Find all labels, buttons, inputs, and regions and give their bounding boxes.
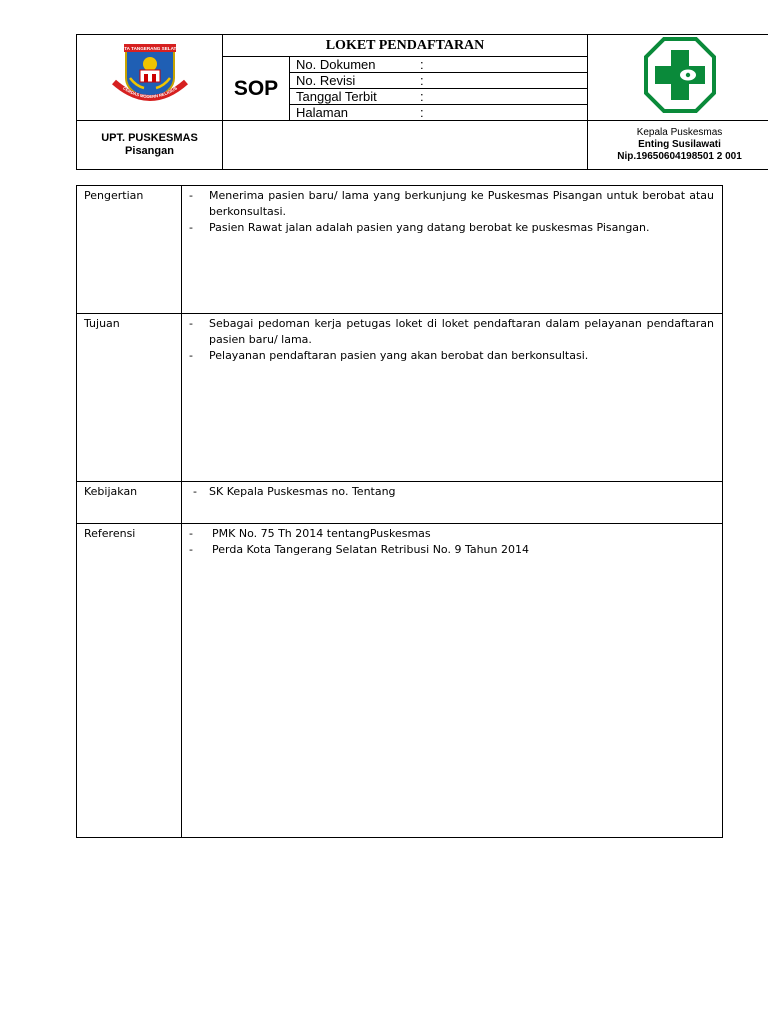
section-content [182,186,723,314]
bullet-dash: - [189,189,193,202]
section-content [182,482,723,524]
bullet-dash: - [193,485,197,498]
doc-meta-sep: : [420,105,424,120]
doc-meta-row [290,73,588,89]
head-name: Enting Susilawati [638,139,721,150]
section-row [77,186,723,314]
list-item [189,542,714,558]
doc-meta-row [290,105,588,121]
section-content [182,314,723,482]
header-blank-cell [223,121,588,170]
bullet-dash: - [189,527,193,540]
doc-meta-sep: : [420,89,424,104]
list-item-text: Pasien Rawat jalan adalah pasien yang datang berobat ke puskesmas Pisangan. [209,221,650,234]
list-item-text: PMK No. 75 Th 2014 tentangPuskesmas [212,527,431,540]
unit-name-cell [77,121,223,170]
doc-meta-label: No. Dokumen [296,57,376,72]
section-row [77,482,723,524]
document-title: LOKET PENDAFTARAN [223,35,588,57]
doc-meta-row [290,57,588,73]
list-item [189,348,714,364]
head-nip: Nip.19650604198501 2 001 [617,151,742,162]
doc-meta-sep: : [420,73,424,88]
section-label: Kebijakan [77,482,182,524]
doc-meta-label: No. Revisi [296,73,356,88]
regency-logo-cell [77,35,223,121]
bullet-dash: - [189,221,193,234]
doc-meta-row [290,89,588,105]
bullet-dash: - [189,543,193,556]
doc-meta-label: Halaman [296,105,349,120]
bullet-dash: - [189,349,193,362]
list-item [189,220,714,236]
sop-label: SOP [223,57,290,121]
list-item-text: Menerima pasien baru/ lama yang berkunjung ke Puskesmas Pisangan untuk berobat atau berkonsultasi. [209,189,714,218]
section-label: Referensi [77,524,182,838]
section-content [182,524,723,838]
section-label: Tujuan [77,314,182,482]
sop-header-table [76,34,768,170]
head-signature-cell [588,121,768,170]
unit-name-line1: UPT. PUSKESMAS [101,132,198,144]
kota-tangerang-selatan-emblem-icon [110,40,190,110]
health-logo-cell [588,35,768,121]
list-item [189,526,714,542]
head-title: Kepala Puskesmas [636,127,723,138]
emblem-motto-text: CERDAS MODERN RELIGIUS [121,85,178,100]
list-item [189,484,714,500]
puskesmas-green-cross-icon [644,37,716,113]
section-row [77,524,723,838]
section-label: Pengertian [77,186,182,314]
doc-meta-label: Tanggal Terbit [296,89,377,104]
section-row [77,314,723,482]
emblem-banner-text: KOTA TANGERANG SELATAN [116,46,183,52]
list-item [189,316,714,348]
unit-name-line2: Pisangan [125,145,174,157]
sop-content-table [76,185,723,838]
list-item-text: SK Kepala Puskesmas no. Tentang [209,485,396,498]
doc-meta-sep: : [420,57,424,72]
list-item-text: Perda Kota Tangerang Selatan Retribusi No. 9 Tahun 2014 [212,543,529,556]
list-item [189,188,714,220]
list-item-text: Sebagai pedoman kerja petugas loket di loket pendaftaran dalam pelayanan pendaftaran pasien baru/ lama. [209,317,714,346]
list-item-text: Pelayanan pendaftaran pasien yang akan berobat dan berkonsultasi. [209,349,589,362]
bullet-dash: - [189,317,193,330]
